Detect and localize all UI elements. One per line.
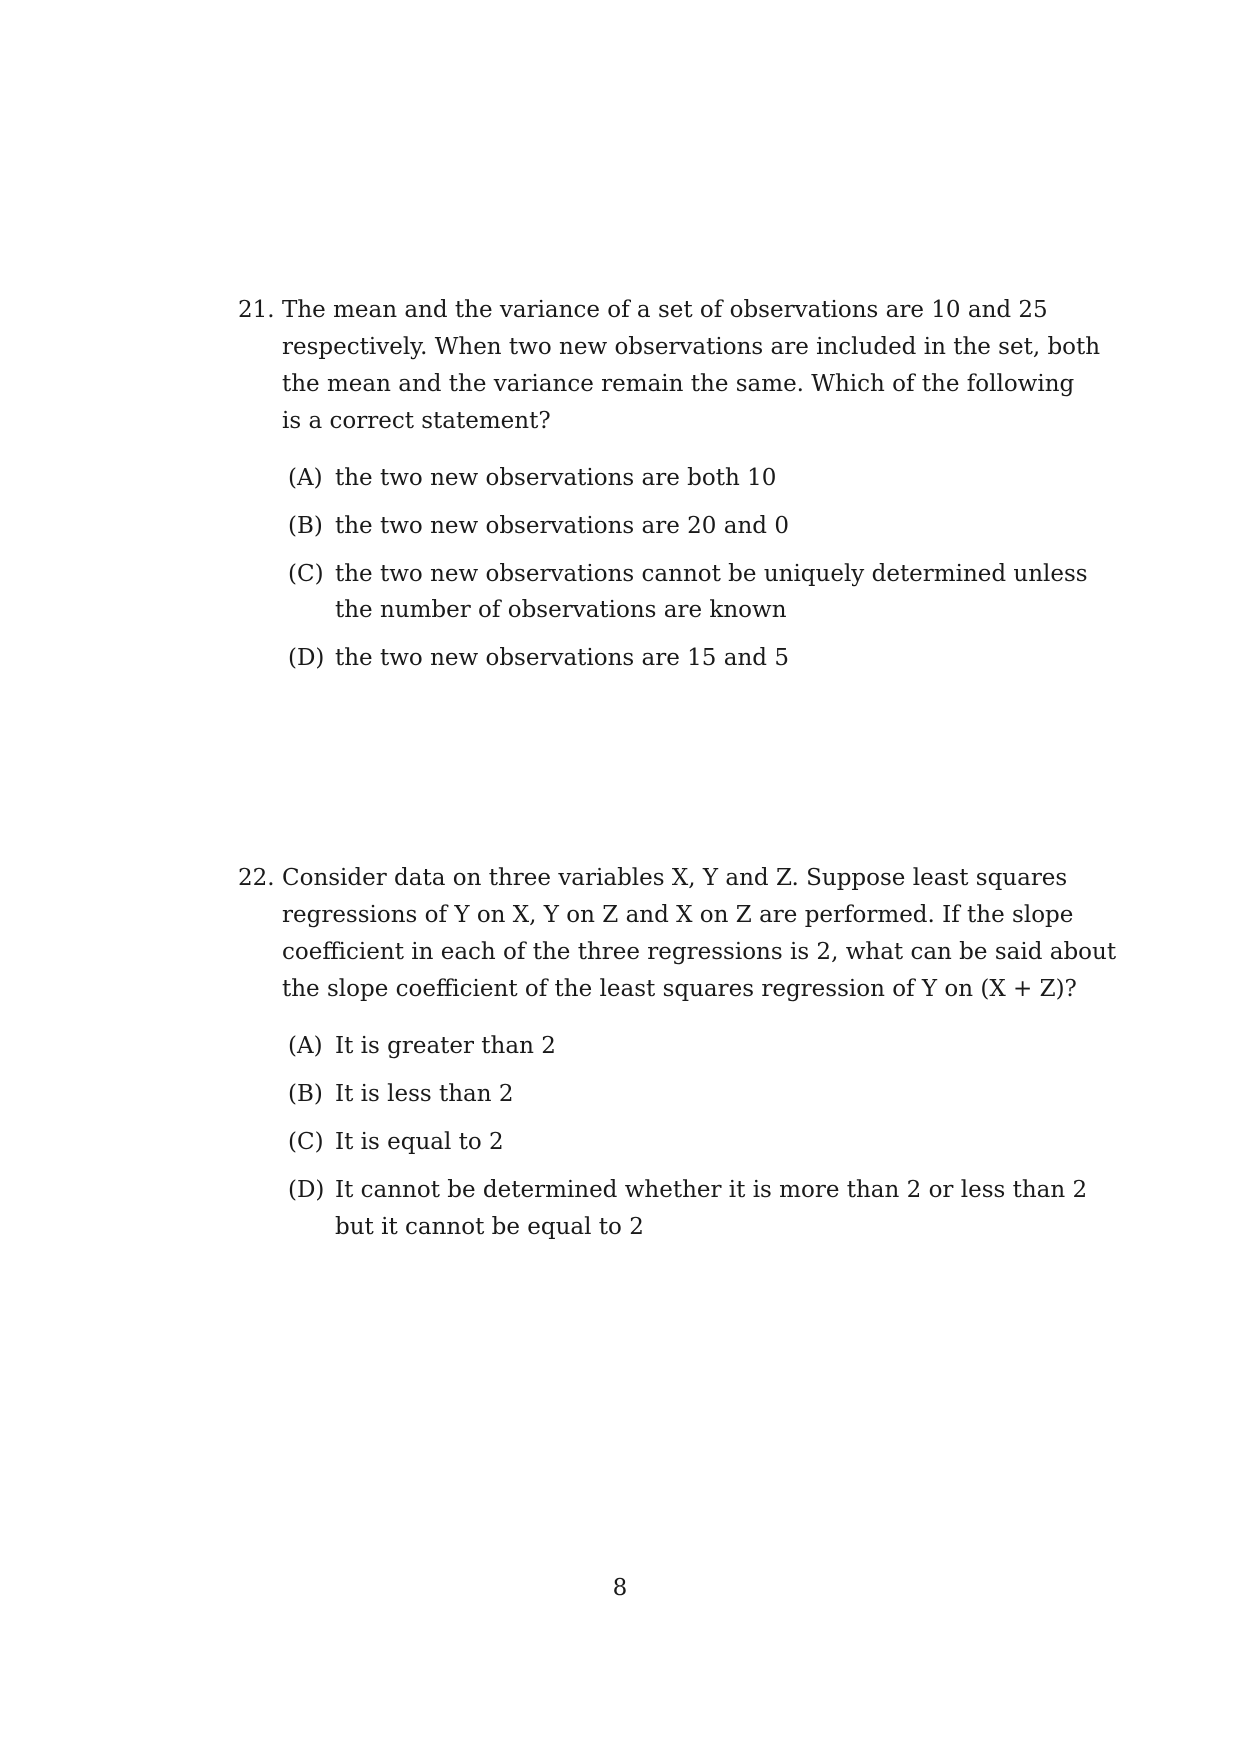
question-number: 22. xyxy=(238,865,275,891)
question-number: 21. xyxy=(238,297,275,323)
option-label: (D) xyxy=(288,1177,325,1203)
question-text-line: the slope coefficient of the least squares regression of Y on (X + Z)? xyxy=(282,976,1077,1002)
option-text: It is greater than 2 xyxy=(335,1033,556,1059)
option-text: the two new observations are 15 and 5 xyxy=(335,645,789,671)
option-label: (C) xyxy=(288,1129,324,1155)
option-text: the number of observations are known xyxy=(335,597,787,623)
option-text: It is less than 2 xyxy=(335,1081,514,1107)
page-number: 8 xyxy=(612,1575,628,1601)
question-text-line: coefficient in each of the three regressions is 2, what can be said about xyxy=(282,939,1117,965)
question-text-line: respectively. When two new observations are included in the set, both xyxy=(282,334,1101,360)
option-label: (A) xyxy=(288,465,323,491)
option-text: It cannot be determined whether it is more than 2 or less than 2 xyxy=(335,1177,1088,1203)
option-label: (B) xyxy=(288,1081,323,1107)
option-label: (D) xyxy=(288,645,325,671)
question-text-line: The mean and the variance of a set of observations are 10 and 25 xyxy=(282,297,1048,323)
option-label: (C) xyxy=(288,561,324,587)
option-text: the two new observations are 20 and 0 xyxy=(335,513,789,539)
option-text: the two new observations are both 10 xyxy=(335,465,777,491)
option-text: the two new observations cannot be uniquely determined unless xyxy=(335,561,1088,587)
option-label: (B) xyxy=(288,513,323,539)
question-text-line: is a correct statement? xyxy=(282,408,551,434)
option-label: (A) xyxy=(288,1033,323,1059)
question-text-line: Consider data on three variables X, Y and Z. Suppose least squares xyxy=(282,865,1068,891)
option-text: It is equal to 2 xyxy=(335,1129,504,1155)
question-text-line: the mean and the variance remain the same. Which of the following xyxy=(282,371,1075,397)
option-text: but it cannot be equal to 2 xyxy=(335,1214,644,1240)
question-text-line: regressions of Y on X, Y on Z and X on Z are performed. If the slope xyxy=(282,902,1074,928)
